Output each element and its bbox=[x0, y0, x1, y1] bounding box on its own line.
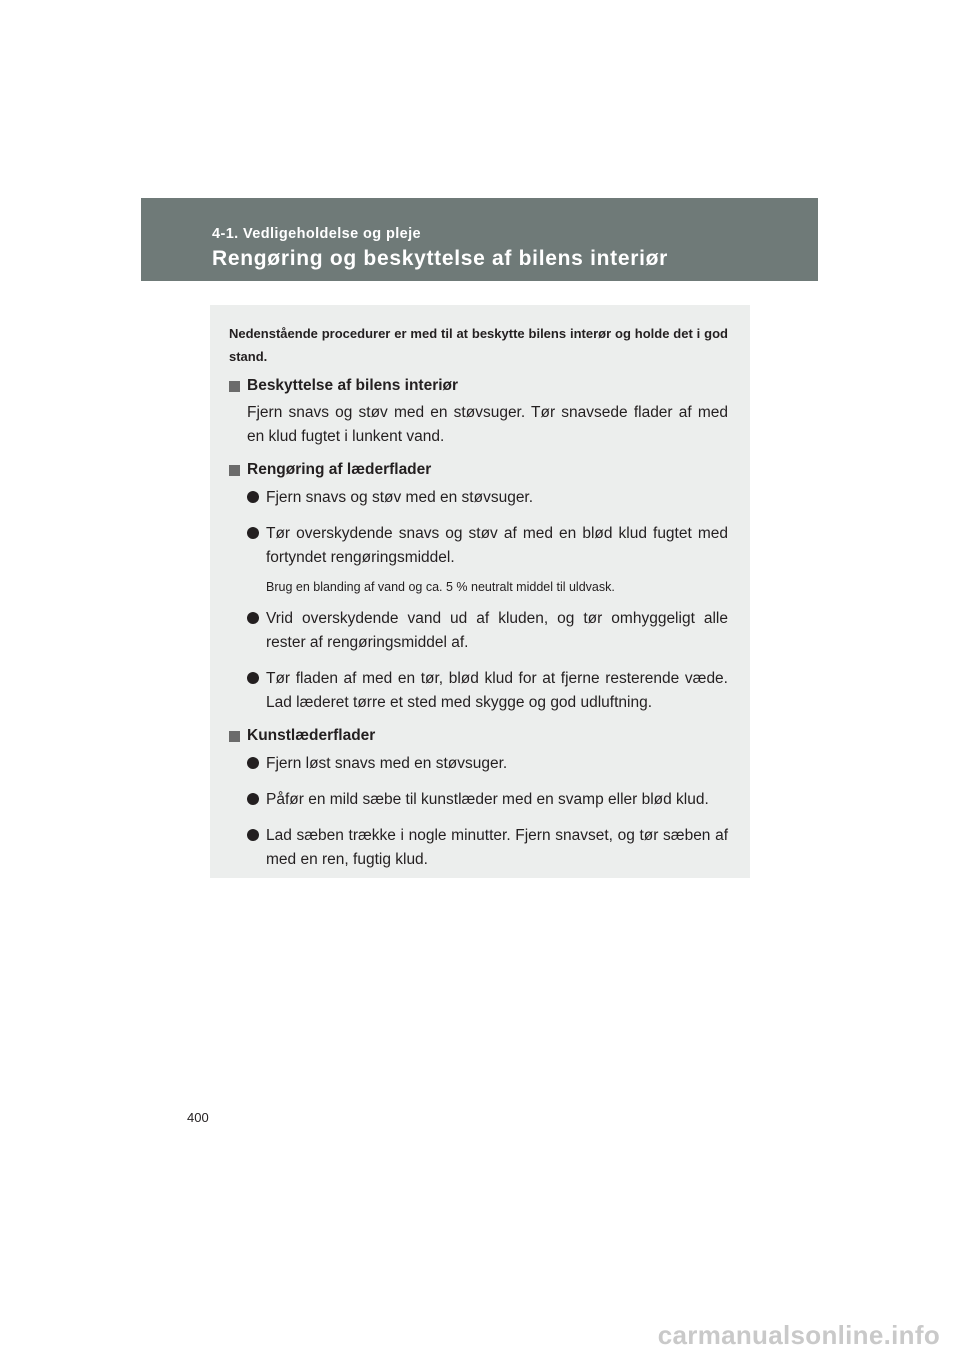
list-item bbox=[247, 788, 728, 812]
bullet-dot-icon bbox=[247, 757, 259, 769]
section-heading-label: Beskyttelse af bilens interiør bbox=[247, 377, 459, 394]
section-label: 4-1. Vedligeholdelse og pleje bbox=[212, 226, 422, 242]
section-body: Fjern snavs og støv med en støvsuger. Tør snavsede flader af med en klud fugtet i lunkent vand. bbox=[247, 404, 728, 445]
list-item bbox=[247, 522, 728, 570]
bullet-dot-icon bbox=[247, 491, 259, 503]
list-item-text: Tør fladen af med en tør, blød klud for at fjerne resterende væde. Lad læderet tørre et sted med skygge og god udluftning. bbox=[266, 670, 728, 711]
list-item bbox=[247, 824, 728, 872]
section-synthetic-leather bbox=[229, 725, 728, 872]
list-item bbox=[247, 607, 728, 655]
page-title: Rengøring og beskyttelse af bilens interiør bbox=[212, 247, 669, 270]
list-item bbox=[247, 667, 728, 715]
bullet-dot-icon bbox=[247, 793, 259, 805]
chapter-header bbox=[141, 198, 818, 281]
bullet-dot-icon bbox=[247, 829, 259, 841]
section-leather-cleaning bbox=[229, 459, 728, 715]
intro-text: Nedenstående procedurer er med til at beskytte bilens interør og holde det i god stand. bbox=[229, 326, 728, 364]
list-item-text: Fjern snavs og støv med en støvsuger. bbox=[266, 489, 534, 506]
note-text: Brug en blanding af vand og ca. 5 % neutralt middel til uldvask. bbox=[266, 580, 615, 594]
square-bullet-icon bbox=[229, 465, 240, 476]
section-heading bbox=[229, 725, 728, 747]
page-number: 400 bbox=[187, 1110, 209, 1125]
list-item-text: Påfør en mild sæbe til kunstlæder med en svamp eller blød klud. bbox=[266, 791, 709, 808]
list-item-text: Vrid overskydende vand ud af kluden, og tør omhyggeligt alle rester af rengøringsmiddel af. bbox=[266, 610, 728, 651]
content-panel bbox=[210, 305, 750, 878]
square-bullet-icon bbox=[229, 731, 240, 742]
section-heading bbox=[229, 375, 728, 397]
section-heading-label: Kunstlæderflader bbox=[247, 727, 376, 744]
list-item bbox=[247, 752, 728, 776]
section-heading-label: Rengøring af læderflader bbox=[247, 461, 432, 478]
list-item-text: Lad sæben trække i nogle minutter. Fjern snavset, og tør sæben af med en ren, fugtig klud. bbox=[266, 827, 728, 868]
section-heading bbox=[229, 459, 728, 481]
section-interior-protection bbox=[229, 375, 728, 449]
list-item bbox=[247, 486, 728, 510]
list-item-text: Fjern løst snavs med en støvsuger. bbox=[266, 755, 508, 772]
watermark: carmanualsonline.info bbox=[657, 1320, 940, 1350]
bullet-dot-icon bbox=[247, 672, 259, 684]
list-item-text: Tør overskydende snavs og støv af med en blød klud fugtet med fortyndet rengøringsmiddel. bbox=[266, 525, 728, 566]
bullet-dot-icon bbox=[247, 527, 259, 539]
bullet-dot-icon bbox=[247, 612, 259, 624]
square-bullet-icon bbox=[229, 381, 240, 392]
